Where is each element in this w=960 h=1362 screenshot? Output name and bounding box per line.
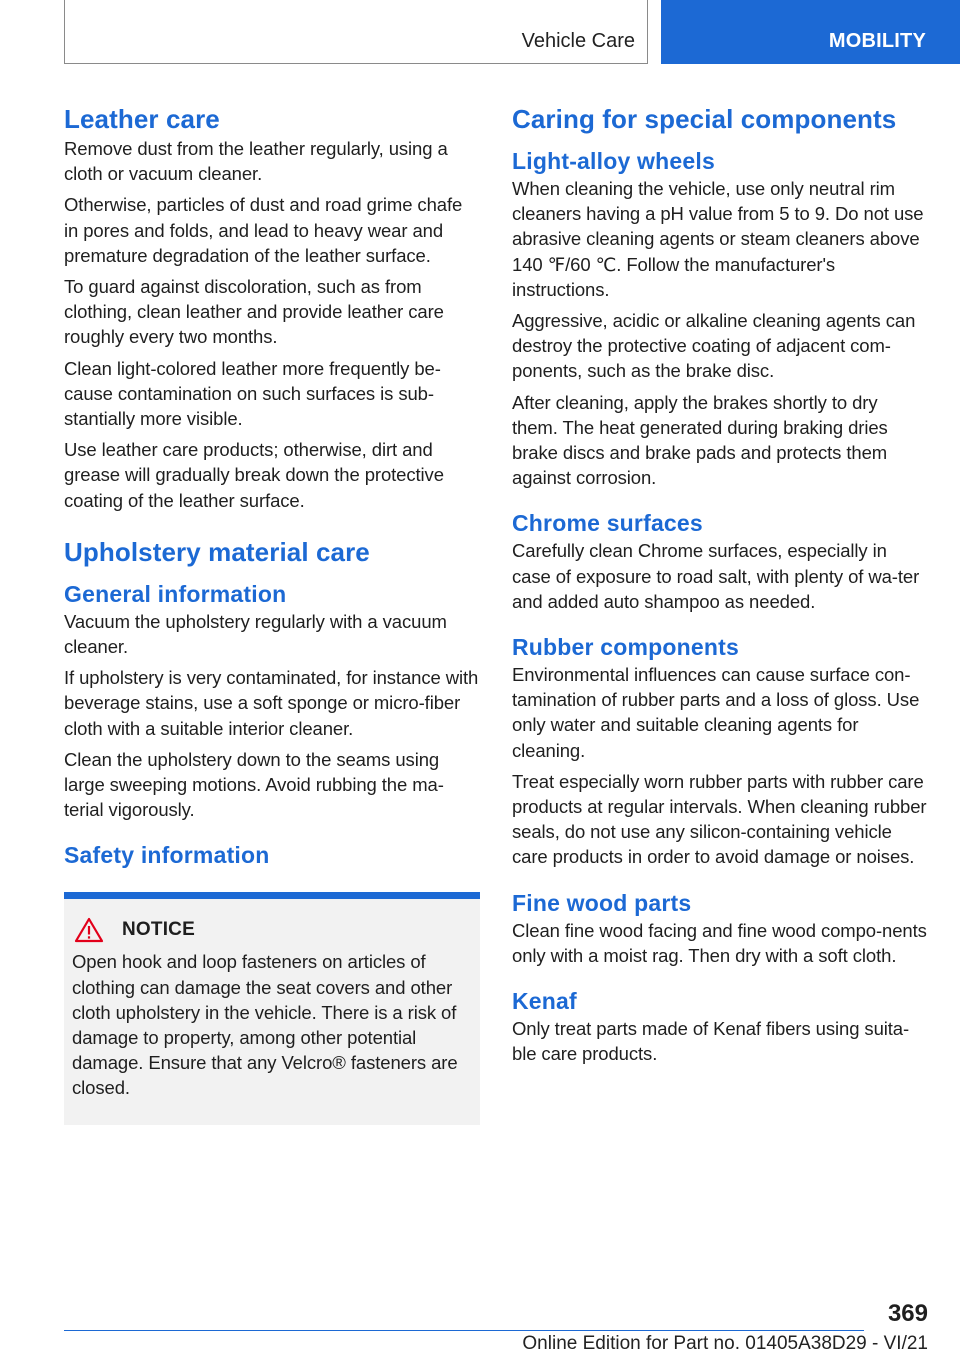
heading-upholstery-care: Upholstery material care	[64, 536, 370, 567]
header-chapter-tab[interactable]	[661, 0, 960, 64]
heading-rubber-components: Rubber components	[512, 634, 740, 661]
paragraph: Otherwise, particles of dust and road grime chafe in pores and folds, and lead to heavy wear and premature degradation of the leather surface.	[64, 194, 463, 266]
paragraph: Only treat parts made of Kenaf fibers using suita-ble care products.	[512, 1018, 910, 1065]
heading-kenaf: Kenaf	[512, 988, 577, 1015]
notice-title: NOTICE	[122, 919, 195, 941]
heading-leather-care: Leather care	[64, 104, 220, 134]
footer-edition: Online Edition for Part no. 01405A38D29 - VI/21	[522, 1333, 928, 1354]
paragraph: Clean light-colored leather more frequently be-cause contamination on such surfaces is sub-stantially more visible.	[64, 357, 441, 430]
header-section-frame	[64, 0, 648, 64]
right-column	[512, 102, 928, 1072]
notice-header	[72, 917, 472, 943]
heading-light-alloy-wheels: Light-alloy wheels	[512, 148, 715, 174]
paragraph: Carefully clean Chrome surfaces, especially in case of exposure to road salt, with plenty of wa-ter and added auto shampoo as needed.	[512, 540, 920, 612]
paragraph: To guard against discoloration, such as from clothing, clean leather and provide leather care roughly every two months.	[64, 276, 444, 348]
heading-special-components: Caring for special components	[512, 104, 897, 134]
heading-fine-wood-parts: Fine wood parts	[512, 889, 692, 916]
header-chapter-label: MOBILITY	[828, 30, 926, 52]
left-column	[64, 102, 480, 1125]
paragraph: When cleaning the vehicle, use only neutral rim cleaners having a pH value from 5 to 9. Do not use abrasive cleaning agents or steam cleaners above 140 ℉/60 ℃. Follow the manufacturer's instructions.	[512, 178, 924, 300]
paragraph: Use leather care products; otherwise, dirt and grease will gradually break down the protective coating of the leather surface.	[64, 439, 444, 511]
heading-safety-information: Safety information	[64, 842, 270, 869]
paragraph: Treat especially worn rubber parts with rubber care products at regular intervals. When cleaning rubber seals, do not use any silicon-containing vehicle care products in order to avoid damage or noises.	[512, 770, 927, 868]
footer-divider	[64, 1330, 864, 1331]
paragraph: Vacuum the upholstery regularly with a vacuum cleaner.	[64, 610, 447, 658]
paragraph: After cleaning, apply the brakes shortly to dry them. The heat generated during braking dries brake discs and brake pads and protects them against corrosion.	[512, 391, 888, 489]
warning-triangle-icon	[74, 917, 104, 943]
paragraph: Clean fine wood facing and fine wood compo-nents only with a moist rag. Then dry with a soft cloth.	[512, 919, 927, 966]
heading-general-information: General information	[64, 580, 287, 607]
notice-text: Open hook and loop fasteners on articles of clothing can damage the seat covers and other cloth upholstery in the vehicle. There is a risk of damage to property, among other potential damage. Ensure that any Velcro® fasteners are closed.	[72, 951, 458, 1099]
paragraph: Remove dust from the leather regularly, using a cloth or vacuum cleaner.	[64, 138, 448, 185]
heading-chrome-surfaces: Chrome surfaces	[512, 510, 703, 537]
page-number: 369	[887, 1300, 928, 1327]
paragraph: If upholstery is very contaminated, for instance with beverage stains, use a soft sponge or micro-fiber cloth with a suitable interior cleaner.	[64, 667, 479, 739]
notice-box	[64, 892, 480, 1124]
paragraph: Aggressive, acidic or alkaline cleaning agents can destroy the protective coating of adjacent com-ponents, such as the brake disc.	[512, 310, 916, 382]
paragraph: Environmental influences can cause surface con-tamination of rubber parts and a loss of gloss. Use only water and suitable cleaning agents for cleaning.	[512, 664, 920, 761]
paragraph: Clean the upholstery down to the seams using large sweeping motions. Avoid rubbing the ma-terial vigorously.	[64, 748, 444, 821]
header-section-title: Vehicle Care	[521, 30, 635, 52]
